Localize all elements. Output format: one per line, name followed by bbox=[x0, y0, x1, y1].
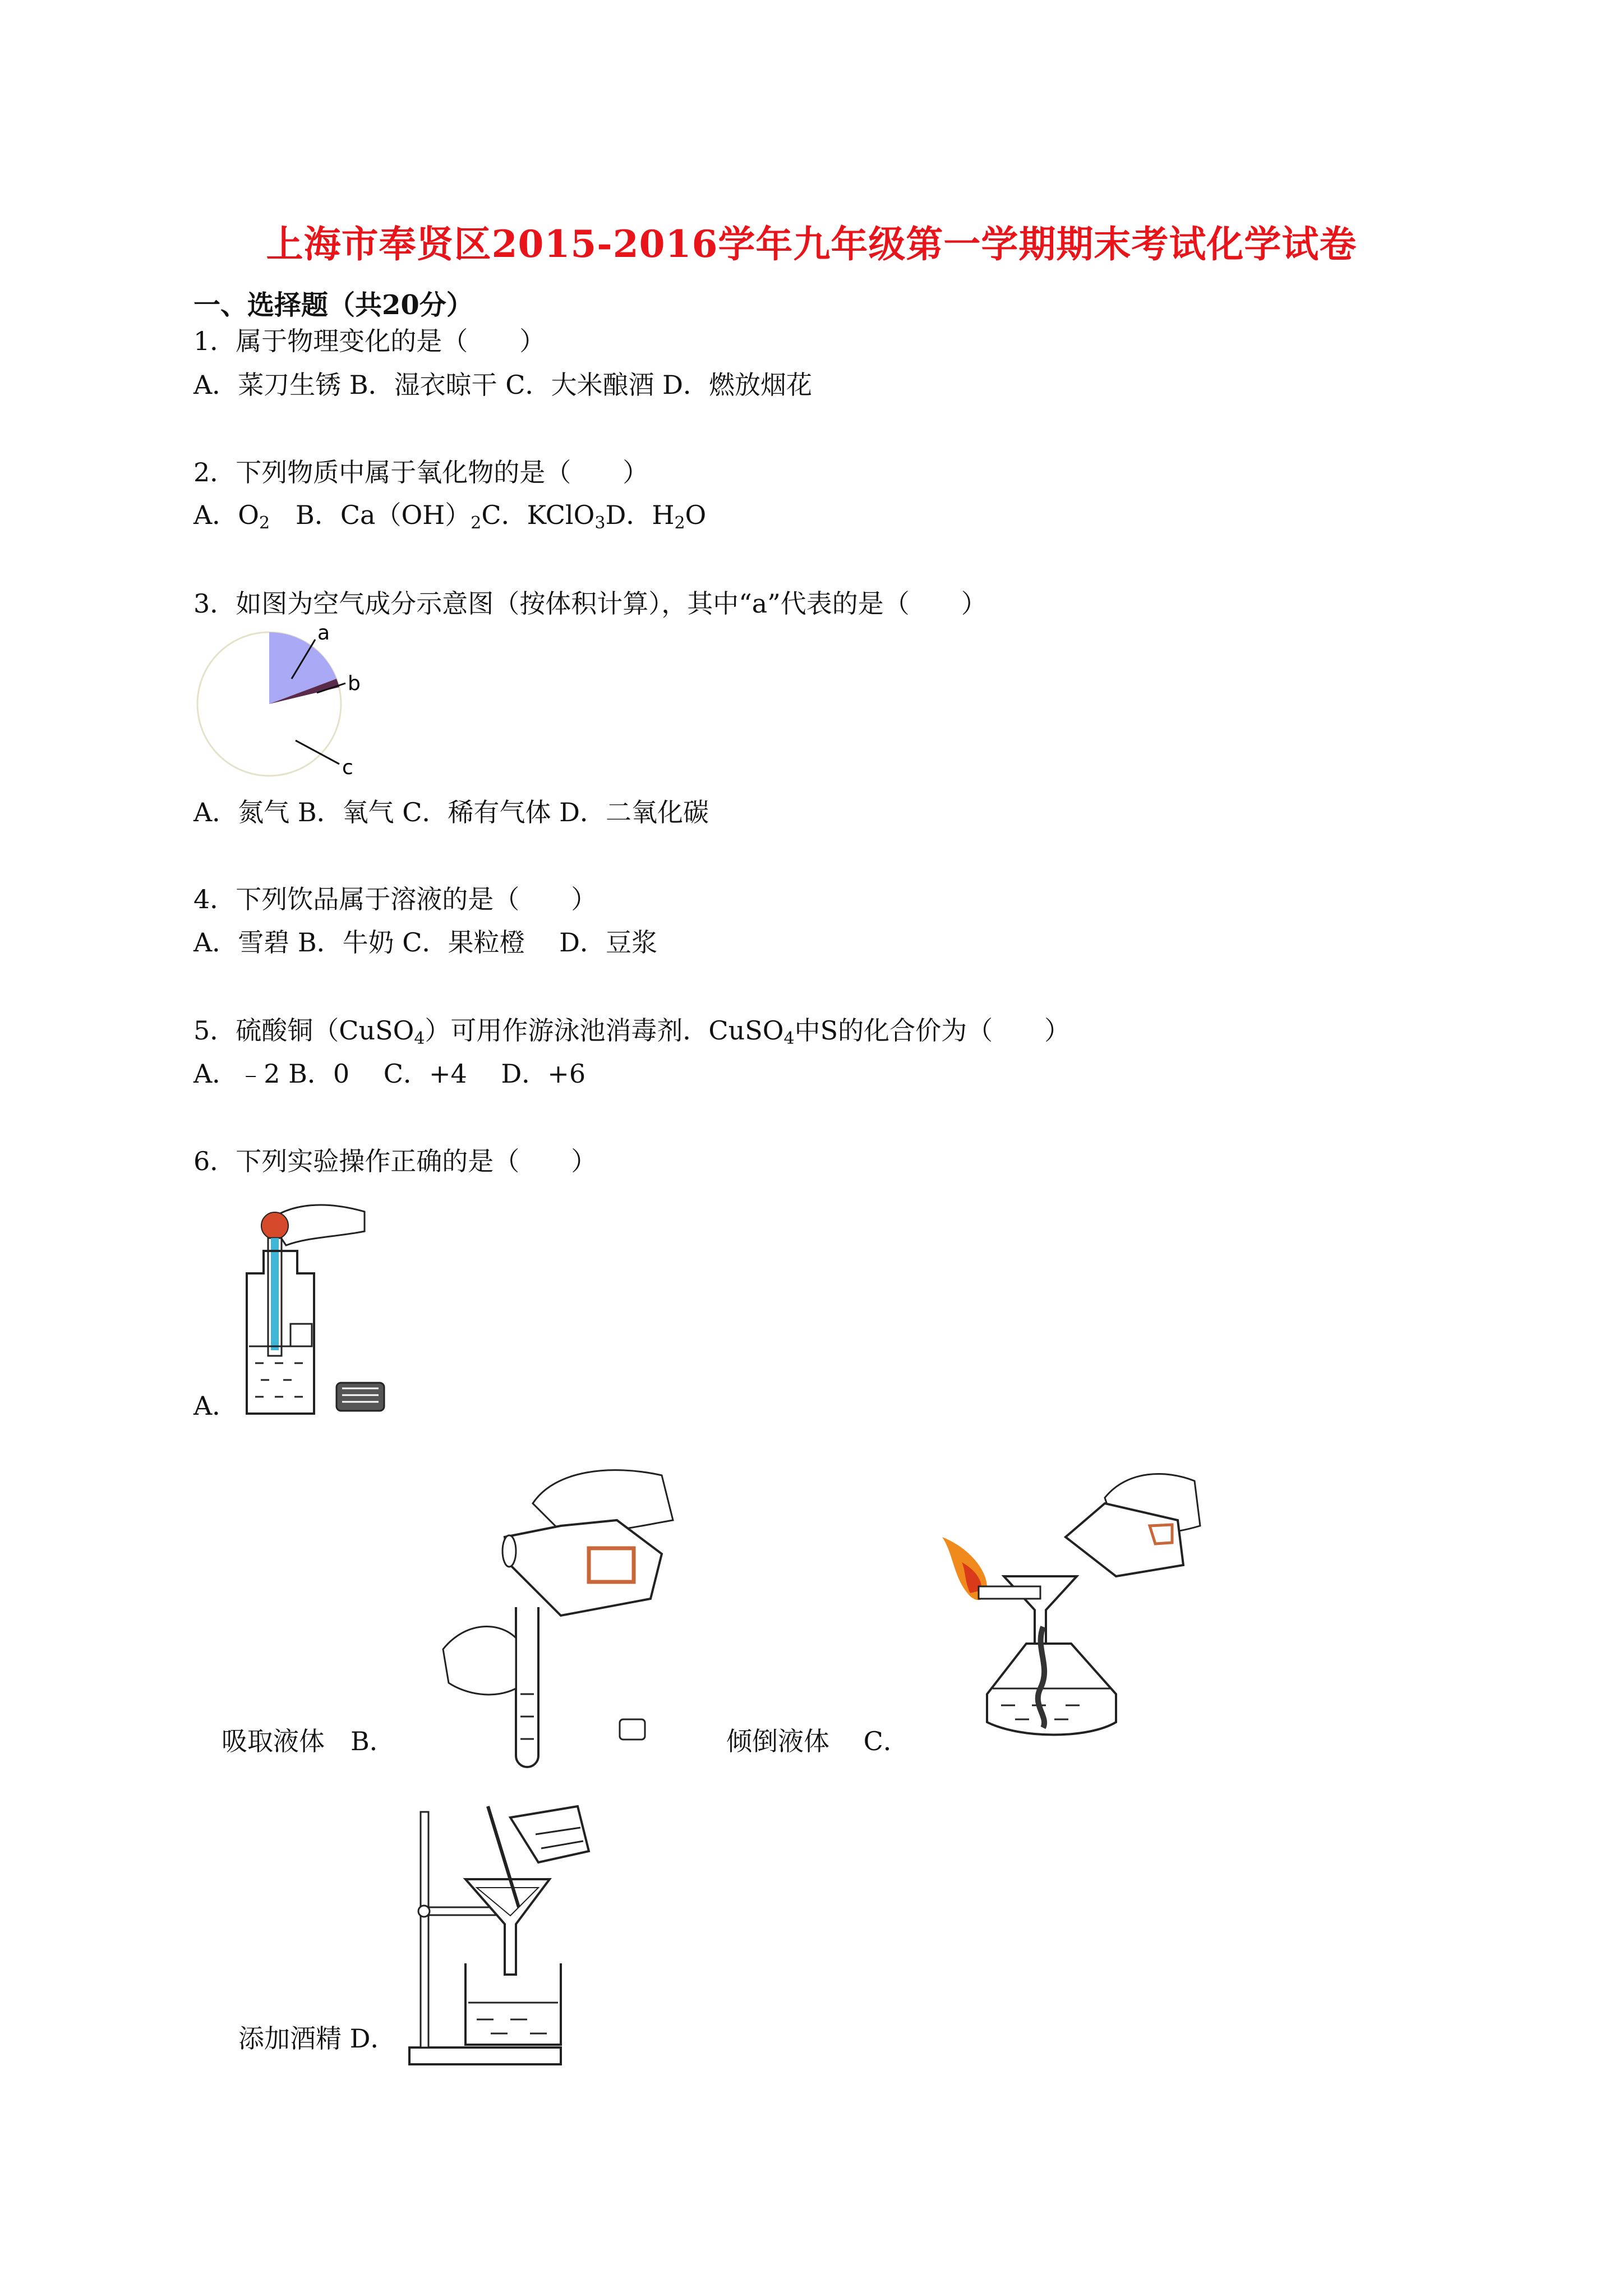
dropper-bulb bbox=[261, 1212, 288, 1239]
q5-stem: 5．硫酸铜（CuSO$_4$）可用作游泳池消毒剂．CuSO$_4$中S的化合价为（ ） bbox=[193, 1015, 1071, 1048]
q2-option-a: A．O bbox=[193, 500, 259, 530]
q6-label-a: A． bbox=[193, 1391, 238, 1421]
q6-caption-c: 添加酒精 D． bbox=[238, 2023, 396, 2054]
q4-stem: 4．下列饮品属于溶液的是（ ） bbox=[193, 884, 597, 914]
stand-rod bbox=[421, 1812, 428, 2047]
q5-options: A．﹣2 B．0 C．+4 D．+6 bbox=[193, 1059, 586, 1089]
air-composition-pie-chart bbox=[191, 617, 370, 791]
dropper-liquid bbox=[271, 1238, 279, 1350]
q2-option-c: C．KClO bbox=[481, 500, 595, 530]
funnel-icon bbox=[465, 1879, 550, 1975]
q2-option-d: D．H bbox=[605, 500, 675, 530]
section-heading: 一、选择题（共20分） bbox=[193, 289, 473, 321]
q2-stem: 2．下列物质中属于氧化物的是（ ） bbox=[193, 457, 649, 487]
beaker-pouring bbox=[510, 1806, 589, 1862]
pie-label-b: b bbox=[348, 672, 361, 695]
q2-options: A．$O_2$ B．$Ca(OH)_2C$．KClO$_3$D．$H_2O$ bbox=[193, 500, 707, 533]
q6-stem: 6．下列实验操作正确的是（ ） bbox=[193, 1146, 597, 1176]
test-tube bbox=[516, 1607, 538, 1767]
bottle-label bbox=[291, 1324, 312, 1346]
figure-a-dropper-bottle bbox=[230, 1198, 398, 1422]
q3-options: A．氮气 B．氧气 C．稀有气体 D．二氧化碳 bbox=[193, 797, 709, 827]
hand-icon bbox=[443, 1627, 516, 1695]
q3-stem: 3．如图为空气成分示意图（按体积计算），其中“a”代表的是（ ） bbox=[193, 588, 987, 619]
stand-base bbox=[409, 2047, 561, 2064]
q6-caption-a: 吸取液体 B． bbox=[222, 1726, 395, 1756]
q1-stem: 1．属于物理变化的是（ ） bbox=[193, 326, 546, 356]
figure-c-alcohol-lamp bbox=[937, 1458, 1200, 1761]
q1-options: A．菜刀生锈 B．湿衣晾干 C．大米酿酒 D．燃放烟花 bbox=[193, 370, 812, 400]
figure-b-pouring-liquid bbox=[426, 1453, 695, 1767]
figure-d-filtration bbox=[393, 1795, 617, 2076]
q4-options: A．雪碧 B．牛奶 C．果粒橙 D．豆浆 bbox=[193, 927, 657, 958]
stopper-icon bbox=[620, 1719, 645, 1740]
q6-caption-b: 倾倒液体 C． bbox=[726, 1726, 909, 1756]
page-title: 上海市奉贤区2015-2016学年九年级第一学期期末考试化学试卷 bbox=[266, 222, 1357, 266]
stopper-icon bbox=[336, 1383, 384, 1411]
pie-label-a: a bbox=[317, 622, 330, 645]
q2-option-b: B．Ca（OH） bbox=[270, 500, 471, 530]
reagent-bottle bbox=[505, 1520, 662, 1616]
pie-label-c: c bbox=[342, 756, 353, 779]
